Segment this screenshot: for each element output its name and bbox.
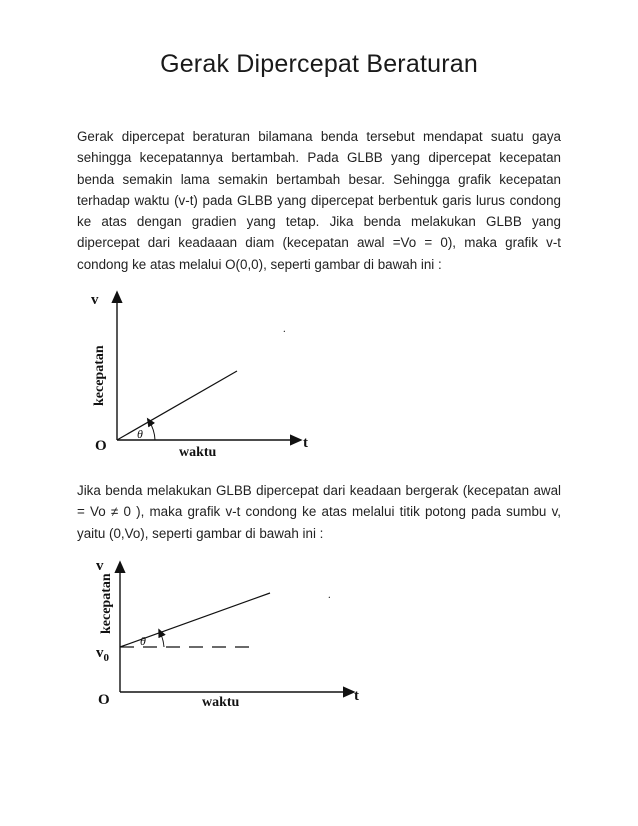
- origin-label: O: [95, 438, 107, 454]
- paragraph-intro: Gerak dipercepat beraturan bilamana benda tersebut mendapat suatu gaya sehingga kecepatannya bertambah. Pada GLBB yang dipercepat kecepatan benda semakin lama semakin bertambah besar. Sehingga grafik kecepatan terhadap waktu (v-t) pada GLBB yang dipercepat berbentuk garis lurus condong ke atas dengan gradien yang tetap. Jika benda melakukan GLBB yang dipercepat dari keadaaan diam (kecepatan awal =Vo = 0), maka grafik v-t condong ke atas melalui O(0,0), seperti gambar di bawah ini :: [77, 129, 561, 272]
- page-title: Gerak Dipercepat Beraturan: [160, 50, 478, 78]
- paragraph-initial-velocity: Jika benda melakukan GLBB dipercepat dari keadaan bergerak (kecepatan awal = Vo ≠ 0 ), maka grafik v-t condong ke atas melalui titik potong pada sumbu v, yaitu (0,Vo), seperti gambar di bawah ini :: [77, 483, 561, 541]
- origin-label: O: [98, 692, 110, 708]
- x-axis-label: t: [354, 688, 359, 704]
- x-axis-label: t: [303, 435, 308, 451]
- y-axis-label: v: [96, 558, 104, 574]
- velocity-line: [117, 371, 237, 440]
- intercept-subscript: 0: [103, 652, 109, 664]
- stray-dot: ·: [328, 593, 331, 602]
- x-axis-title: waktu: [179, 445, 217, 460]
- angle-label: θ: [137, 427, 143, 441]
- graph-vt-with-initial-velocity: [88, 556, 373, 711]
- graph-vt-from-rest: [85, 288, 325, 463]
- y-axis-title: kecepatan: [99, 573, 114, 634]
- x-axis-title: waktu: [202, 695, 240, 710]
- intercept-v: v: [96, 645, 104, 661]
- intercept-label: [96, 645, 110, 664]
- y-axis-label: v: [91, 292, 99, 308]
- angle-arc: [160, 632, 164, 647]
- stray-dot: ·: [283, 327, 286, 336]
- angle-arc: [149, 421, 155, 440]
- angle-label: θ: [140, 634, 146, 648]
- y-axis-title: kecepatan: [92, 345, 107, 406]
